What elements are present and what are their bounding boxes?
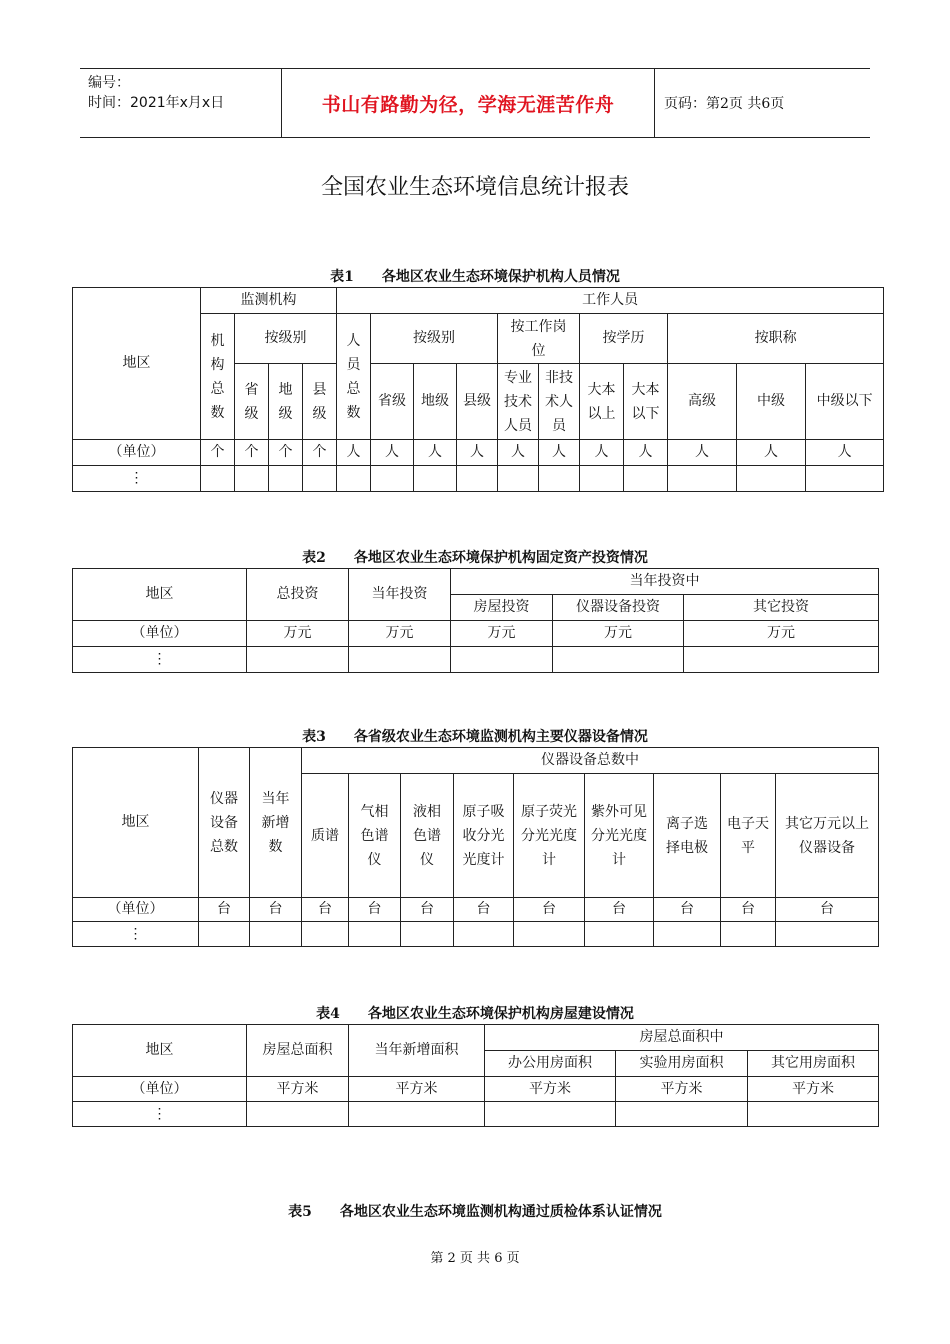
t1-unit: 个 — [235, 440, 269, 466]
t3-unit: 台 — [199, 898, 250, 922]
t1-monitor: 监测机构 — [201, 288, 337, 314]
empty-cell — [654, 922, 721, 947]
empty-cell — [247, 647, 349, 673]
t1-by-post: 按工作岗位 — [498, 314, 580, 364]
empty-cell — [454, 922, 514, 947]
t4-unit-row: （单位） — [73, 1077, 247, 1102]
t1-staff-total: 人员总数 — [337, 314, 371, 440]
table3-title: 各省级农业生态环境监测机构主要仪器设备情况 — [353, 729, 648, 745]
empty-cell — [414, 466, 457, 492]
empty-cell — [748, 1102, 879, 1127]
t2-unit: 万元 — [451, 621, 553, 647]
t3-other: 其它万元以上仪器设备 — [776, 774, 879, 898]
t4-unit: 平方米 — [485, 1077, 616, 1102]
empty-cell — [585, 922, 654, 947]
t3-unit-row: （单位） — [73, 898, 199, 922]
table2-title: 各地区农业生态环境保护机构固定资产投资情况 — [353, 550, 648, 566]
empty-cell — [580, 466, 624, 492]
empty-cell — [349, 1102, 485, 1127]
ellipsis-icon: ⋮ — [152, 1105, 167, 1122]
empty-cell — [201, 466, 235, 492]
t1-province-staff: 省级 — [371, 364, 414, 440]
t2-other: 其它投资 — [684, 595, 879, 621]
ellipsis-icon: ⋮ — [128, 925, 143, 942]
t3-unit: 台 — [585, 898, 654, 922]
table5-caption — [0, 1201, 950, 1221]
empty-cell — [337, 466, 371, 492]
t3-unit: 台 — [454, 898, 514, 922]
empty-cell — [498, 466, 539, 492]
empty-cell — [684, 647, 879, 673]
empty-cell — [349, 647, 451, 673]
t4-of-total: 房屋总面积中 — [485, 1025, 879, 1051]
t1-above-bachelor: 大本以上 — [580, 364, 624, 440]
t4-new: 当年新增面积 — [349, 1025, 485, 1077]
code-label: 编号： — [88, 75, 130, 91]
empty-cell — [302, 922, 349, 947]
table5-title: 各地区农业生态环境监测机构通过质检体系认证情况 — [339, 1204, 662, 1220]
t4-unit: 平方米 — [349, 1077, 485, 1102]
t1-unit: 个 — [201, 440, 235, 466]
t2-unit: 万元 — [684, 621, 879, 647]
t3-unit: 台 — [654, 898, 721, 922]
t1-unit: 人 — [668, 440, 737, 466]
t3-unit: 台 — [250, 898, 302, 922]
t1-intermediate: 中级 — [737, 364, 806, 440]
t3-balance: 电子天平 — [721, 774, 776, 898]
t1-prefecture-staff: 地级 — [414, 364, 457, 440]
empty-cell — [553, 647, 684, 673]
t2-region: 地区 — [73, 569, 247, 621]
empty-cell — [776, 922, 879, 947]
t1-by-edu: 按学历 — [580, 314, 668, 364]
table3 — [72, 747, 879, 947]
t3-unit: 台 — [721, 898, 776, 922]
t1-unit: 个 — [269, 440, 303, 466]
empty-cell — [485, 1102, 616, 1127]
t1-prefecture: 地级 — [269, 364, 303, 440]
t1-county-staff: 县级 — [457, 364, 498, 440]
empty-cell — [250, 922, 302, 947]
t4-other: 其它用房面积 — [748, 1051, 879, 1077]
t1-unit: 人 — [457, 440, 498, 466]
t1-province: 省级 — [235, 364, 269, 440]
t1-senior: 高级 — [668, 364, 737, 440]
table2-number: 表2 — [302, 550, 326, 566]
t1-tech: 专业技术人员 — [498, 364, 539, 440]
empty-cell — [371, 466, 414, 492]
table5-number: 表5 — [288, 1204, 312, 1220]
t3-ms: 质谱 — [302, 774, 349, 898]
t1-unit: 人 — [539, 440, 580, 466]
t4-unit: 平方米 — [247, 1077, 349, 1102]
t3-aas: 原子吸收分光光度计 — [454, 774, 514, 898]
t1-county: 县级 — [303, 364, 337, 440]
t1-by-level: 按级别 — [235, 314, 337, 364]
table2-caption — [0, 547, 950, 567]
empty-cell — [668, 466, 737, 492]
document-title: 全国农业生态环境信息统计报表 — [320, 175, 629, 200]
t1-nontech: 非技术人员 — [539, 364, 580, 440]
t2-year: 当年投资 — [349, 569, 451, 621]
t1-unit: 人 — [414, 440, 457, 466]
t4-unit: 平方米 — [748, 1077, 879, 1102]
table1 — [72, 287, 884, 492]
t3-unit: 台 — [401, 898, 454, 922]
t2-unit-row: （单位） — [73, 621, 247, 647]
t3-new: 当年新增数 — [250, 748, 302, 898]
table2 — [72, 568, 879, 673]
empty-cell — [401, 922, 454, 947]
empty-cell — [451, 647, 553, 673]
empty-cell — [514, 922, 585, 947]
empty-cell — [806, 466, 884, 492]
t3-lc: 液相色谱仪 — [401, 774, 454, 898]
t3-gc: 气相色谱仪 — [349, 774, 401, 898]
t1-unit: 人 — [580, 440, 624, 466]
t1-unit: 人 — [371, 440, 414, 466]
t4-region: 地区 — [73, 1025, 247, 1077]
table1-caption — [0, 266, 950, 286]
t3-total: 仪器设备总数 — [199, 748, 250, 898]
t2-unit: 万元 — [247, 621, 349, 647]
t1-org-total: 机构总数 — [201, 314, 235, 440]
t4-lab: 实验用房面积 — [616, 1051, 748, 1077]
t1-unit: 人 — [737, 440, 806, 466]
t1-below-bachelor: 大本以下 — [624, 364, 668, 440]
t2-year-of: 当年投资中 — [451, 569, 879, 595]
empty-cell — [624, 466, 668, 492]
empty-cell — [269, 466, 303, 492]
t3-ellipsis-row — [73, 922, 199, 947]
page-code: 页码：第2页 共6页 — [664, 96, 785, 112]
empty-cell — [737, 466, 806, 492]
table4-number: 表4 — [316, 1006, 340, 1022]
t3-afs: 原子荧光分光光度计 — [514, 774, 585, 898]
t1-staff: 工作人员 — [337, 288, 884, 314]
t4-office: 办公用房面积 — [485, 1051, 616, 1077]
empty-cell — [235, 466, 269, 492]
t3-unit: 台 — [349, 898, 401, 922]
t3-of-total: 仪器设备总数中 — [302, 748, 879, 774]
t1-unit: 人 — [806, 440, 884, 466]
ellipsis-icon: ⋮ — [152, 651, 167, 667]
table4-title: 各地区农业生态环境保护机构房屋建设情况 — [367, 1006, 634, 1022]
t3-unit: 台 — [514, 898, 585, 922]
table3-number: 表3 — [302, 729, 326, 745]
empty-cell — [457, 466, 498, 492]
t2-unit: 万元 — [553, 621, 684, 647]
table1-title: 各地区农业生态环境保护机构人员情况 — [381, 269, 620, 285]
table4 — [72, 1024, 879, 1127]
t3-ise: 离子选择电极 — [654, 774, 721, 898]
t1-unit: 人 — [624, 440, 668, 466]
t2-ellipsis-row — [73, 647, 247, 673]
table4-caption — [0, 1003, 950, 1023]
empty-cell — [349, 922, 401, 947]
time-label: 时间：2021年x月x日 — [88, 95, 225, 111]
t1-unit: 个 — [303, 440, 337, 466]
t3-unit: 台 — [302, 898, 349, 922]
motto: 书山有路勤为径，学海无涯苦作舟 — [281, 69, 655, 137]
empty-cell — [539, 466, 580, 492]
t1-by-title: 按职称 — [668, 314, 884, 364]
table3-caption — [0, 726, 950, 746]
ellipsis-icon: ⋮ — [129, 470, 144, 486]
t1-unit: 人 — [498, 440, 539, 466]
empty-cell — [303, 466, 337, 492]
empty-cell — [199, 922, 250, 947]
t1-ellipsis-row — [73, 466, 201, 492]
t3-region: 地区 — [73, 748, 199, 898]
t2-unit: 万元 — [349, 621, 451, 647]
t2-instrument: 仪器设备投资 — [553, 595, 684, 621]
table1-number: 表1 — [330, 269, 354, 285]
page-header — [80, 68, 870, 138]
t1-below-intermediate: 中级以下 — [806, 364, 884, 440]
t2-house: 房屋投资 — [451, 595, 553, 621]
page-footer: 第 2 页 共 6 页 — [430, 1251, 520, 1266]
t4-ellipsis-row — [73, 1102, 247, 1127]
t1-region: 地区 — [73, 288, 201, 440]
t2-total: 总投资 — [247, 569, 349, 621]
empty-cell — [247, 1102, 349, 1127]
t1-by-level-staff: 按级别 — [371, 314, 498, 364]
t3-unit: 台 — [776, 898, 879, 922]
empty-cell — [616, 1102, 748, 1127]
t1-unit: 人 — [337, 440, 371, 466]
t3-uv: 紫外可见分光光度计 — [585, 774, 654, 898]
t4-total: 房屋总面积 — [247, 1025, 349, 1077]
header-meta — [88, 73, 278, 113]
empty-cell — [721, 922, 776, 947]
t4-unit: 平方米 — [616, 1077, 748, 1102]
t1-unit-row: （单位） — [73, 440, 201, 466]
